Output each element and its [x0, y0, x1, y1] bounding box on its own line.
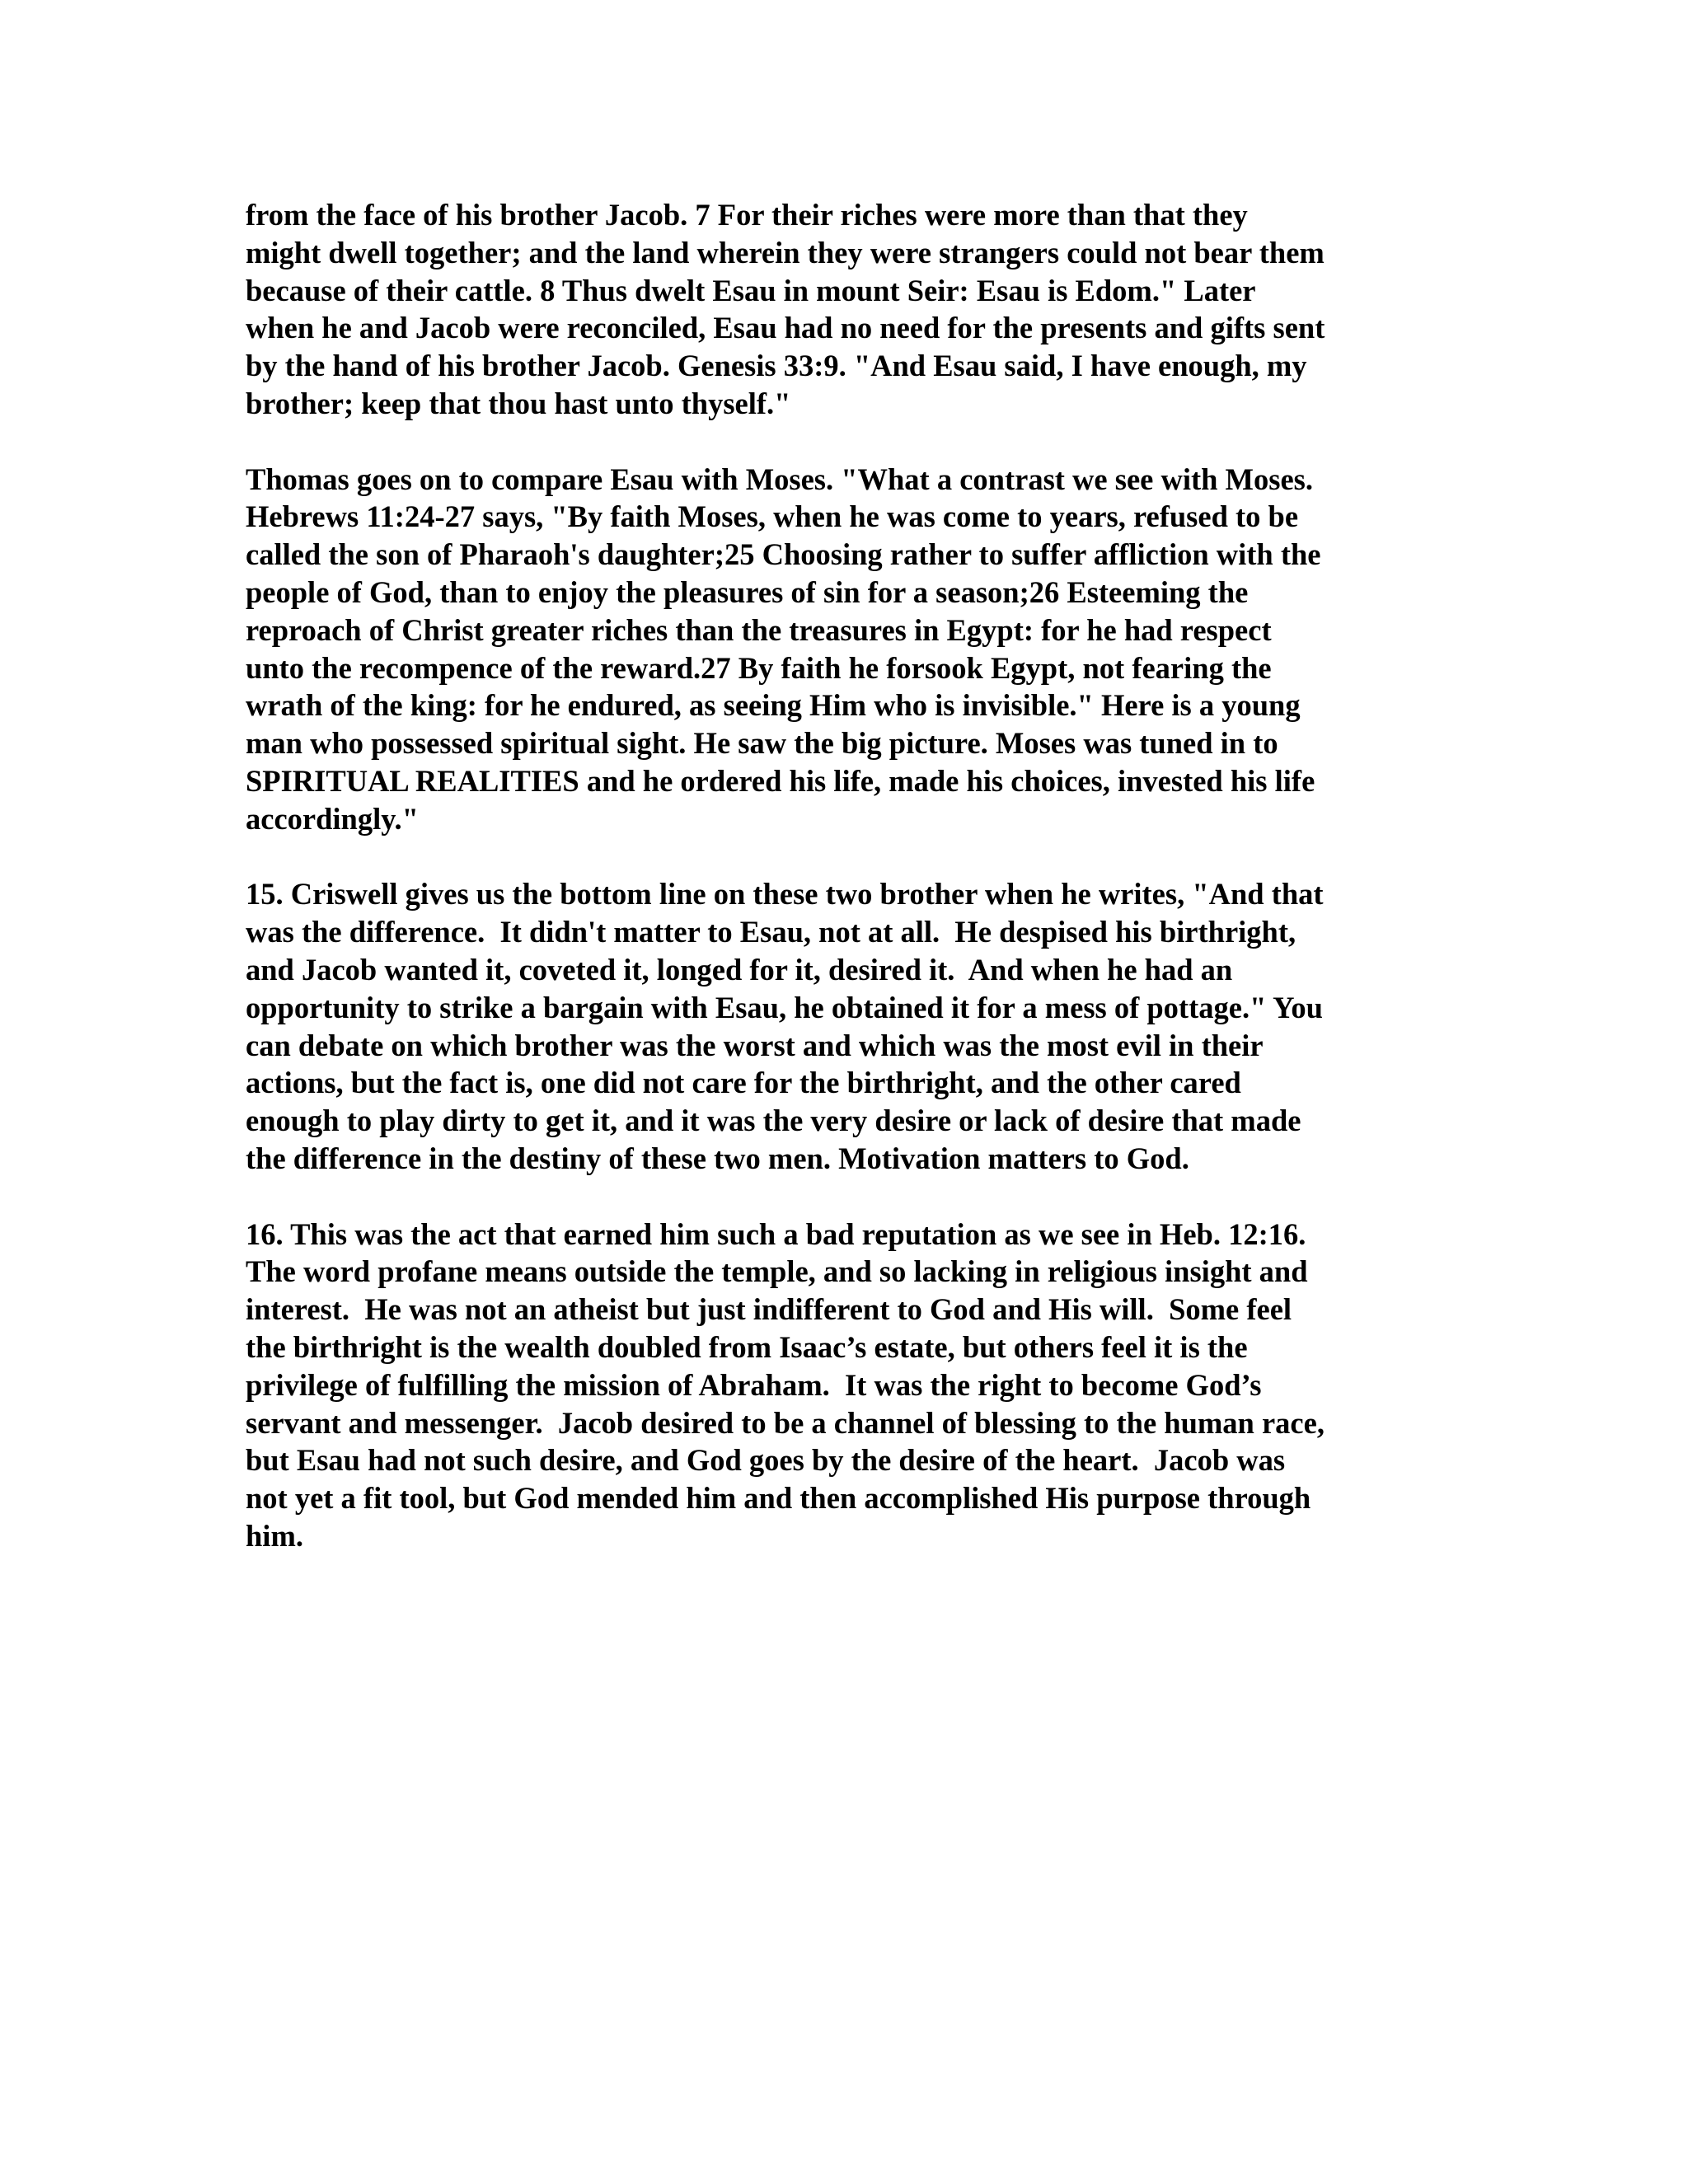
text-line: from the face of his brother Jacob. 7 For their riches were more than that they [246, 198, 1248, 232]
text-line: by the hand of his brother Jacob. Genesis 33:9. "And Esau said, I have enough, my [246, 349, 1307, 383]
text-line: him. [246, 1518, 303, 1553]
text-line: might dwell together; and the land wherein they were strangers could not bear them [246, 235, 1325, 269]
text-line: when he and Jacob were reconciled, Esau had no need for the presents and gifts sent [246, 311, 1325, 345]
paragraph-spacer [246, 423, 1432, 461]
text-line: 15. Criswell gives us the bottom line on these two brother when he writes, "And that [246, 877, 1324, 912]
text-line: the difference in the destiny of these two men. Motivation matters to God. [246, 1141, 1189, 1175]
text-line: SPIRITUAL REALITIES and he ordered his life, made his choices, invested his life [246, 763, 1315, 798]
paragraph-spacer [246, 838, 1432, 876]
text-line: not yet a fit tool, but God mended him and then accomplished His purpose through [246, 1481, 1311, 1516]
text-line: wrath of the king: for he endured, as seeing Him who is invisible." Here is a young [246, 688, 1301, 723]
text-line: because of their cattle. 8 Thus dwelt Esau in mount Seir: Esau is Edom." Later [246, 273, 1256, 307]
paragraph-thomas-moses [246, 461, 1432, 838]
text-line: servant and messenger. Jacob desired to be a channel of blessing to the human race, [246, 1405, 1325, 1440]
text-line: The word profane means outside the temple, and so lacking in religious insight and [246, 1254, 1308, 1289]
text-line: man who possessed spiritual sight. He saw the big picture. Moses was tuned in to [246, 726, 1278, 761]
text-line: opportunity to strike a bargain with Esau, he obtained it for a mess of pottage." You [246, 990, 1323, 1024]
text-line: reproach of Christ greater riches than the treasures in Egypt: for he had respect [246, 612, 1272, 647]
paragraph-profane [246, 1216, 1432, 1555]
paragraph-esau-riches [246, 196, 1432, 423]
text-line: 16. This was the act that earned him such a bad reputation as we see in Heb. 12:16. [246, 1216, 1306, 1251]
text-line: accordingly." [246, 801, 419, 836]
text-line: people of God, than to enjoy the pleasures of sin for a season;26 Esteeming the [246, 574, 1249, 609]
text-line: enough to play dirty to get it, and it was the very desire or lack of desire that made [246, 1104, 1301, 1138]
paragraph-spacer [246, 1178, 1432, 1216]
text-line: unto the recompence of the reward.27 By faith he forsook Egypt, not fearing the [246, 650, 1272, 685]
document-body [246, 196, 1432, 1555]
text-line: brother; keep that thou hast unto thyself." [246, 386, 791, 420]
text-line: the birthright is the wealth doubled from Isaac’s estate, but others feel it is the [246, 1329, 1248, 1364]
text-line: was the difference. It didn't matter to Esau, not at all. He despised his birthright, [246, 915, 1296, 949]
paragraph-criswell [246, 875, 1432, 1177]
text-line: actions, but the fact is, one did not care for the birthright, and the other cared [246, 1066, 1241, 1100]
text-line: and Jacob wanted it, coveted it, longed for it, desired it. And when he had an [246, 952, 1233, 987]
text-line: called the son of Pharaoh's daughter;25 Choosing rather to suffer affliction with the [246, 537, 1321, 572]
text-line: privilege of fulfilling the mission of Abraham. It was the right to become God’s [246, 1367, 1262, 1402]
text-line: interest. He was not an atheist but just indifferent to God and His will. Some feel [246, 1292, 1292, 1327]
text-line: Thomas goes on to compare Esau with Moses. "What a contrast we see with Moses. [246, 462, 1313, 496]
text-line: but Esau had not such desire, and God goes by the desire of the heart. Jacob was [246, 1443, 1286, 1478]
text-line: Hebrews 11:24-27 says, "By faith Moses, when he was come to years, refused to be [246, 499, 1299, 534]
text-line: can debate on which brother was the worst and which was the most evil in their [246, 1028, 1264, 1062]
